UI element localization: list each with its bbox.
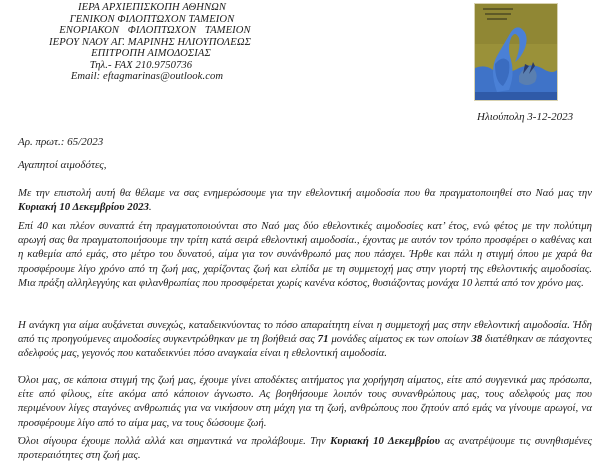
units-collected: 71 <box>317 333 329 346</box>
letterhead-archdiocese: ΙΕΡΑ ΑΡΧΙΕΠΙΣΚΟΠΗ ΑΘΗΝΩΝ <box>77 2 227 13</box>
letterhead-email[interactable]: Email: eftagmarinas@outlook.com <box>70 71 224 82</box>
date-line: Ηλιούπολη 3-12-2023 <box>477 111 574 123</box>
letterhead-phone: Τηλ.- FAX 210.9750736 <box>89 59 193 71</box>
protocol-number: Αρ. πρωτ.: 65/2023 <box>18 136 104 148</box>
paragraph-need-end: διατέθηκαν σε πάσχοντες αδελφούς μας, γεγονός που καταδεικνύει πόσο αναγκαία είναι η εθελοντική αιμοδοσία. <box>18 333 592 360</box>
paragraph-need <box>18 318 592 361</box>
letterhead-general-fund: ΓΕΝΙΚΟΝ ΦΙΛΟΠΤΩΧΟΝ ΤΑΜΕΙΟΝ <box>69 13 235 25</box>
paragraph-need-text: Η ανάγκη για αίμα αυξάνεται συνεχώς, καταδεικνύοντας το πόσο απαραίτητη είναι η συμμετοχή μας στην εθελοντική αιμοδοσία. Ήδη από τις προηγούμενες αιμοδοσίες συγκεντρώθηκαν με τη βοήθειά σας <box>18 319 592 346</box>
greeting: Αγαπητοί αιμοδότες, <box>18 159 107 171</box>
paragraph-intro-end: . <box>148 201 152 214</box>
paragraph-closing <box>18 434 592 462</box>
paragraph-intro <box>18 186 592 214</box>
letterhead-parish-fund: ΕΝΟΡΙΑΚΟΝ ΦΙΛΟΠΤΩΧΟΝ ΤΑΜΕΙΟΝ <box>59 25 251 36</box>
letterhead-church: ΙΕΡΟΥ ΝΑΟΥ ΑΓ. ΜΑΡΙΝΗΣ ΗΛΙΟΥΠΟΛΕΩΣ <box>49 36 251 48</box>
letterhead <box>0 2 300 83</box>
units-donated: 38 <box>471 333 483 346</box>
paragraph-closing-text: Όλοι σίγουρα έχουμε πολλά αλλά και σημαντικά να προλάβουμε. Την <box>18 435 331 447</box>
pelican-icon <box>474 3 558 101</box>
paragraph-appeal: Όλοι μας, σε κάποια στιγμή της ζωή μας, έχουμε γίνει αποδέκτες αιτήματος για χορήγηση αίματος, είτε από συγγενικά μας πρόσωπα, είτε από φίλους, είτε ακόμα από κάποιον άγνωστο. Ας βοηθήσουμε λοιπόν τους συνανθρώπους μας, τους αδελφούς μας που περιμένουν λίγες σταγόνες ανθρωπιάς για να νικήσουν στη μάχη για τη ζωή, ανθρώπους που ζητούν από εμάς να γίνουμε αρωγοί, να προσφέρουμε λίγο από το αίμα μας, να τους δώσουμε ζωή. <box>18 374 592 429</box>
paragraph-need-middle: μονάδες αίματος εκ των οποίων <box>328 333 472 346</box>
event-date-bold: Κυριακή 10 Δεκεμβρίου 2023 <box>18 201 149 214</box>
paragraph-intro-text: Με την επιστολή αυτή θα θέλαμε να σας ενημερώσουμε για την εθελοντική αιμοδοσία που θα πραγματοποιηθεί στο Ναό μας την <box>18 187 592 199</box>
paragraph-closing-end: ας ανατρέψουμε τις συνηθισμένες προτεραιότητες στη ζωή μας. <box>18 435 593 462</box>
paragraph-history: Επί 40 και πλέον συναπτά έτη πραγματοποιούνται στο Ναό μας δύο εθελοντικές αιμοδοσίες κατ’ έτος, ενώ φέτος με την πολύτιμη αρωγή σας θα πραγματοποιήσουμε την τρίτη κατά σειρά εθελοντική αιμοδοσία., έχοντας με αυτόν τον τρόπο προσφέρει ο καθένας και η καθεμία από εμάς, στο μέτρο του δυνατού, αίμα για τον συνάνθρωπό μας που πάσχει. Ήρθε και πάλι η στιγμή όπου με χαρά θα προσφέρουμε λίγο χρόνο από τη ζωή μας, χαρίζοντας ζωή και ελπίδα με τη συμμετοχή μας στην γιορτή της εθελοντικής αιμοδοσίας. Μια πράξη αλληλεγγύης και φιλανθρωπίας που προσφέρεται χωρίς κανένα κόστος, θυσιάζοντας μονάχα 10 λεπτά από τον χρόνο μας. <box>18 220 592 289</box>
closing-date-bold: Κυριακή 10 Δεκεμβρίου <box>330 435 440 447</box>
letterhead-committee: ΕΠΙΤΡΟΠΗ ΑΙΜΟΔΟΣΙΑΣ <box>91 48 211 59</box>
